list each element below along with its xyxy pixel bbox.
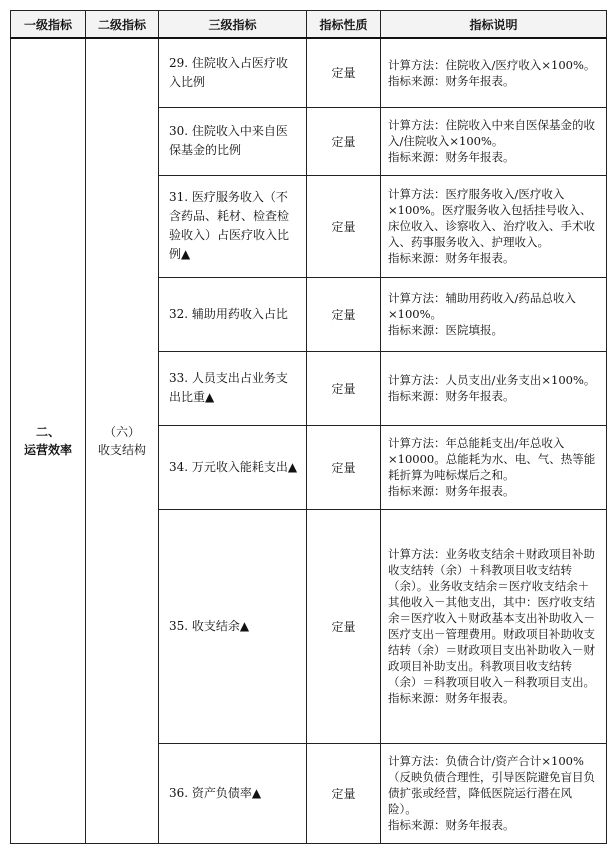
indicator-name: 36. 资产负债率▲ bbox=[159, 743, 307, 843]
level1-label: 运营效率 bbox=[23, 442, 72, 457]
calc-method: 计算方法：住院收入中来自医保基金的收入/住院收入×100%。 bbox=[388, 118, 595, 148]
indicator-nature: 定量 bbox=[307, 425, 381, 509]
indicator-source: 指标来源：财务年报表。 bbox=[388, 691, 515, 705]
indicator-name: 29. 住院收入占医疗收入比例 bbox=[159, 38, 307, 107]
indicator-description bbox=[381, 351, 607, 425]
indicator-table bbox=[10, 10, 607, 844]
indicator-nature: 定量 bbox=[307, 107, 381, 175]
indicator-name: 35. 收支结余▲ bbox=[159, 509, 307, 743]
level2-label: 收支结构 bbox=[97, 442, 146, 457]
calc-method: 计算方法：辅助用药收入/药品总收入×100%。 bbox=[388, 291, 576, 321]
indicator-description bbox=[381, 743, 607, 843]
indicator-description bbox=[381, 175, 607, 277]
indicator-nature: 定量 bbox=[307, 38, 381, 107]
header-row bbox=[11, 11, 607, 39]
header-level1: 一级指标 bbox=[11, 11, 86, 39]
calc-method: 计算方法：住院收入/医疗收入×100%。 bbox=[388, 57, 596, 72]
indicator-description bbox=[381, 38, 607, 107]
header-description: 指标说明 bbox=[381, 11, 607, 39]
level1-cell bbox=[11, 38, 86, 843]
indicator-description bbox=[381, 107, 607, 175]
indicator-nature: 定量 bbox=[307, 277, 381, 351]
header-level3: 三级指标 bbox=[159, 11, 307, 39]
level2-number: （六） bbox=[103, 424, 140, 439]
indicator-source: 指标来源：财务年报表。 bbox=[388, 251, 515, 265]
indicator-name: 34. 万元收入能耗支出▲ bbox=[159, 425, 307, 509]
indicator-source: 指标来源：医院填报。 bbox=[388, 323, 503, 337]
indicator-name: 30. 住院收入中来自医保基金的比例 bbox=[159, 107, 307, 175]
table-row bbox=[11, 38, 607, 107]
indicator-nature: 定量 bbox=[307, 509, 381, 743]
indicator-name: 32. 辅助用药收入占比 bbox=[159, 277, 307, 351]
indicator-nature: 定量 bbox=[307, 743, 381, 843]
calc-method: 计算方法：人员支出/业务支出×100%。 bbox=[388, 373, 596, 387]
indicator-nature: 定量 bbox=[307, 175, 381, 277]
indicator-source: 指标来源：财务年报表。 bbox=[388, 484, 515, 498]
indicator-source: 指标来源：财务年报表。 bbox=[388, 818, 515, 832]
calc-method: 计算方法：医疗服务收入/医疗收入×100%。医疗服务收入包括挂号收入、床位收入、诊察收入、治疗收入、手术收入、药事服务收入、护理收入。 bbox=[388, 187, 595, 249]
indicator-source: 指标来源：财务年报表。 bbox=[388, 73, 515, 88]
indicator-name: 31. 医疗服务收入（不含药品、耗材、检查检验收入）占医疗收入比例▲ bbox=[159, 175, 307, 277]
indicator-source: 指标来源：财务年报表。 bbox=[388, 389, 515, 403]
level2-cell bbox=[86, 38, 159, 843]
calc-method: 计算方法：业务收支结余＋财政项目补助收支结转（余）＋科教项目收支结转（余）。业务收支结余＝医疗收支结余＋其他收入－其他支出，其中：医疗收支结余＝医疗收入＋财政基本支出补助收入－医疗支出－管理费用。财政项目补助收支结转（余）＝财政项目支出补助收入－财政项目补助支出。科教项目收支结转（余）＝科教项目收入－科教项目支出。 bbox=[388, 547, 595, 689]
indicator-source: 指标来源：财务年报表。 bbox=[388, 150, 515, 164]
calc-method: 计算方法：年总能耗支出/年总收入×10000。总能耗为水、电、气、热等能耗折算为吨标煤后之和。 bbox=[388, 436, 596, 482]
indicator-description bbox=[381, 509, 607, 743]
indicator-description bbox=[381, 277, 607, 351]
indicator-nature: 定量 bbox=[307, 351, 381, 425]
calc-method: 计算方法：负债合计/资产合计×100%（反映负债合理性，引导医院避免盲目负债扩张或经营，降低医院运行潜在风险）。 bbox=[388, 754, 595, 816]
level1-number: 二、 bbox=[35, 424, 60, 439]
indicator-name: 33. 人员支出占业务支出比重▲ bbox=[159, 351, 307, 425]
indicator-description bbox=[381, 425, 607, 509]
header-nature: 指标性质 bbox=[307, 11, 381, 39]
header-level2: 二级指标 bbox=[86, 11, 159, 39]
